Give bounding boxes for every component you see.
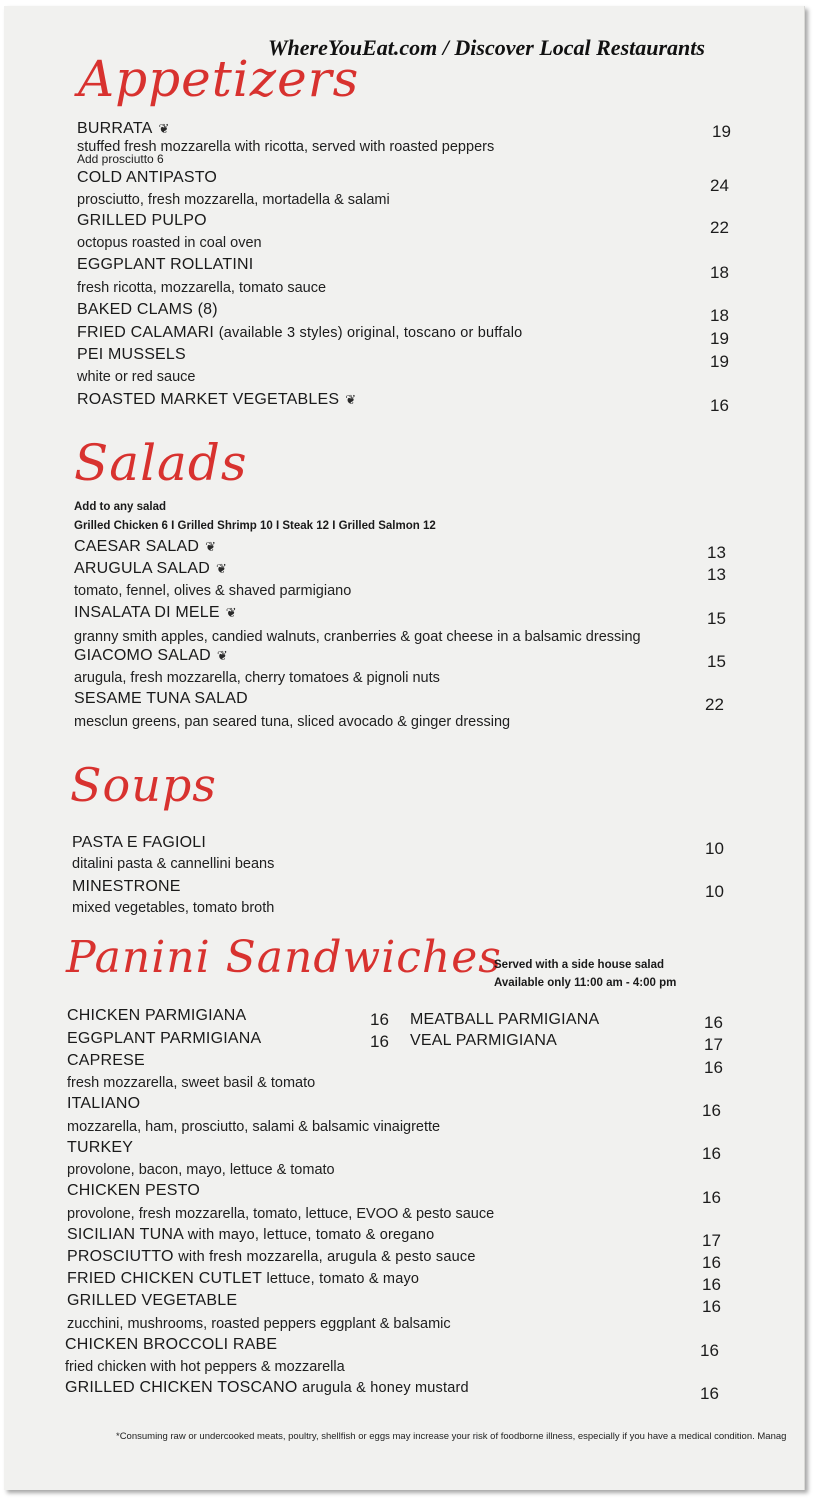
appetizer-item-desc: stuffed fresh mozzarella with ricotta, served with roasted peppers <box>77 139 495 155</box>
panini-item-name: SICILIAN TUNA with mayo, lettuce, tomato & oregano <box>67 1226 435 1243</box>
panini-item-price: 16 <box>702 1275 721 1294</box>
soup-item-name: MINESTRONE <box>72 878 181 895</box>
salad-item-price: 13 <box>707 565 726 584</box>
soup-item-desc: mixed vegetables, tomato broth <box>72 900 275 916</box>
appetizer-item-desc: octopus roasted in coal oven <box>77 235 262 251</box>
panini-item-name: EGGPLANT PARMIGIANA <box>67 1030 262 1047</box>
panini-heading: Panini Sandwiches <box>66 932 502 983</box>
panini-item-name: CHICKEN BROCCOLI RABE <box>65 1336 278 1353</box>
panini-item-desc: mozzarella, ham, prosciutto, salami & balsamic vinaigrette <box>67 1119 441 1135</box>
salad-item-name: ARUGULA SALAD ❦ <box>74 560 228 577</box>
salad-item-price: 22 <box>705 695 724 714</box>
panini-item-name: GRILLED CHICKEN TOSCANO arugula & honey mustard <box>65 1379 469 1396</box>
panini-item-desc: fried chicken with hot peppers & mozzarella <box>65 1359 345 1375</box>
panini-item-price: 16 <box>702 1188 721 1207</box>
panini-item-name: TURKEY <box>67 1139 134 1156</box>
panini-item-price: 16 <box>704 1058 723 1077</box>
appetizer-item-note: Add prosciutto 6 <box>77 152 164 166</box>
appetizer-item-price: 22 <box>710 218 729 237</box>
appetizer-item-desc: white or red sauce <box>77 369 196 385</box>
salad-item-name: SESAME TUNA SALAD <box>74 690 248 707</box>
panini-item-name: CAPRESE <box>67 1052 145 1069</box>
vegetarian-leaf-icon: ❦ <box>205 539 217 554</box>
appetizer-item-price: 19 <box>710 329 729 348</box>
salad-item-price: 13 <box>707 543 726 562</box>
panini-item-price: 16 <box>702 1144 721 1163</box>
panini-item-name: CHICKEN PESTO <box>67 1182 200 1199</box>
panini-item-price: 16 <box>702 1297 721 1316</box>
appetizer-item-name: GRILLED PULPO <box>77 212 207 229</box>
menu-page <box>4 6 805 1490</box>
soup-item-desc: ditalini pasta & cannellini beans <box>72 856 275 872</box>
appetizer-item-name: EGGPLANT ROLLATINI <box>77 256 254 273</box>
appetizer-item-name: ROASTED MARKET VEGETABLES ❦ <box>77 391 357 408</box>
panini-item-price: 17 <box>704 1035 723 1054</box>
panini-item-price: 16 <box>702 1101 721 1120</box>
vegetarian-leaf-icon: ❦ <box>345 392 357 407</box>
salads-heading: Salads <box>74 434 248 492</box>
soups-heading: Soups <box>70 758 217 812</box>
watermark-text: WhereYouEat.com / Discover Local Restaurants <box>268 35 705 60</box>
panini-item-name: VEAL PARMIGIANA <box>410 1032 558 1049</box>
panini-item-name: CHICKEN PARMIGIANA <box>67 1007 247 1024</box>
panini-item-price: 16 <box>702 1253 721 1272</box>
soup-item-price: 10 <box>705 882 724 901</box>
appetizer-item-price: 19 <box>712 122 731 141</box>
salad-item-desc: arugula, fresh mozzarella, cherry tomatoes & pignoli nuts <box>74 670 440 686</box>
salad-item-name: CAESAR SALAD ❦ <box>74 538 217 555</box>
salad-item-desc: mesclun greens, pan seared tuna, sliced avocado & ginger dressing <box>74 714 511 730</box>
appetizer-item-desc: prosciutto, fresh mozzarella, mortadella & salami <box>77 192 390 208</box>
soup-item-price: 10 <box>705 839 724 858</box>
salad-item-price: 15 <box>707 609 726 628</box>
appetizer-item-price: 19 <box>710 352 729 371</box>
appetizer-item-price: 18 <box>710 306 729 325</box>
foodborne-illness-disclaimer: *Consuming raw or undercooked meats, poultry, shellfish or eggs may increase your risk of foodborne illness, especially if you have a medical condition. Manag <box>116 1431 787 1442</box>
salad-item-desc: tomato, fennel, olives & shaved parmigiano <box>74 583 352 599</box>
vegetarian-leaf-icon: ❦ <box>215 561 228 576</box>
appetizer-item-name: BAKED CLAMS (8) <box>77 301 218 318</box>
panini-item-price: 16 <box>700 1341 719 1360</box>
panini-item-price: 16 <box>704 1013 723 1032</box>
panini-item-name: FRIED CHICKEN CUTLET lettuce, tomato & mayo <box>67 1270 420 1287</box>
panini-note-line2: Available only 11:00 am - 4:00 pm <box>494 977 677 989</box>
appetizer-item-name: FRIED CALAMARI (available 3 styles) original, toscano or buffalo <box>77 324 523 341</box>
panini-item-desc: provolone, fresh mozzarella, tomato, lettuce, EVOO & pesto sauce <box>67 1206 495 1222</box>
panini-item-name: GRILLED VEGETABLE <box>67 1292 238 1309</box>
salad-item-desc: granny smith apples, candied walnuts, cranberries & goat cheese in a balsamic dressing <box>74 629 641 645</box>
soup-item-name: PASTA E FAGIOLI <box>72 834 207 851</box>
appetizer-item-name: PEI MUSSELS <box>77 346 186 363</box>
panini-note-line1: Served with a side house salad <box>494 959 665 971</box>
salad-item-name: INSALATA DI MELE ❦ <box>74 604 237 621</box>
panini-item-name: ITALIANO <box>67 1095 141 1112</box>
panini-item-name: MEATBALL PARMIGIANA <box>410 1011 600 1028</box>
appetizer-item-price: 18 <box>710 263 729 282</box>
panini-item-price: 17 <box>702 1231 721 1250</box>
salad-item-price: 15 <box>707 652 726 671</box>
appetizer-item-name: COLD ANTIPASTO <box>77 169 218 186</box>
panini-item-desc: zucchini, mushrooms, roasted peppers eggplant & balsamic <box>67 1316 451 1332</box>
appetizer-item-price: 16 <box>710 396 729 415</box>
vegetarian-leaf-icon: ❦ <box>216 648 228 663</box>
appetizer-item-desc: fresh ricotta, mozzarella, tomato sauce <box>77 280 327 296</box>
appetizer-item-name: BURRATA ❦ <box>77 120 170 137</box>
appetizer-item-price: 24 <box>710 176 729 195</box>
appetizers-heading: Appetizers <box>78 50 360 108</box>
panini-item-desc: fresh mozzarella, sweet basil & tomato <box>67 1075 316 1091</box>
vegetarian-leaf-icon: ❦ <box>158 121 170 136</box>
salad-item-name: GIACOMO SALAD ❦ <box>74 647 228 664</box>
vegetarian-leaf-icon: ❦ <box>225 605 237 620</box>
salad-addon-options: Grilled Chicken 6 I Grilled Shrimp 10 I Steak 12 I Grilled Salmon 12 <box>74 520 436 532</box>
panini-item-price: 16 <box>370 1010 389 1029</box>
salad-addon-label: Add to any salad <box>74 501 167 513</box>
panini-item-desc: provolone, bacon, mayo, lettuce & tomato <box>67 1162 335 1178</box>
panini-item-name: PROSCIUTTO with fresh mozzarella, arugula & pesto sauce <box>67 1248 476 1265</box>
panini-item-price: 16 <box>700 1384 719 1403</box>
panini-item-price: 16 <box>370 1032 389 1051</box>
